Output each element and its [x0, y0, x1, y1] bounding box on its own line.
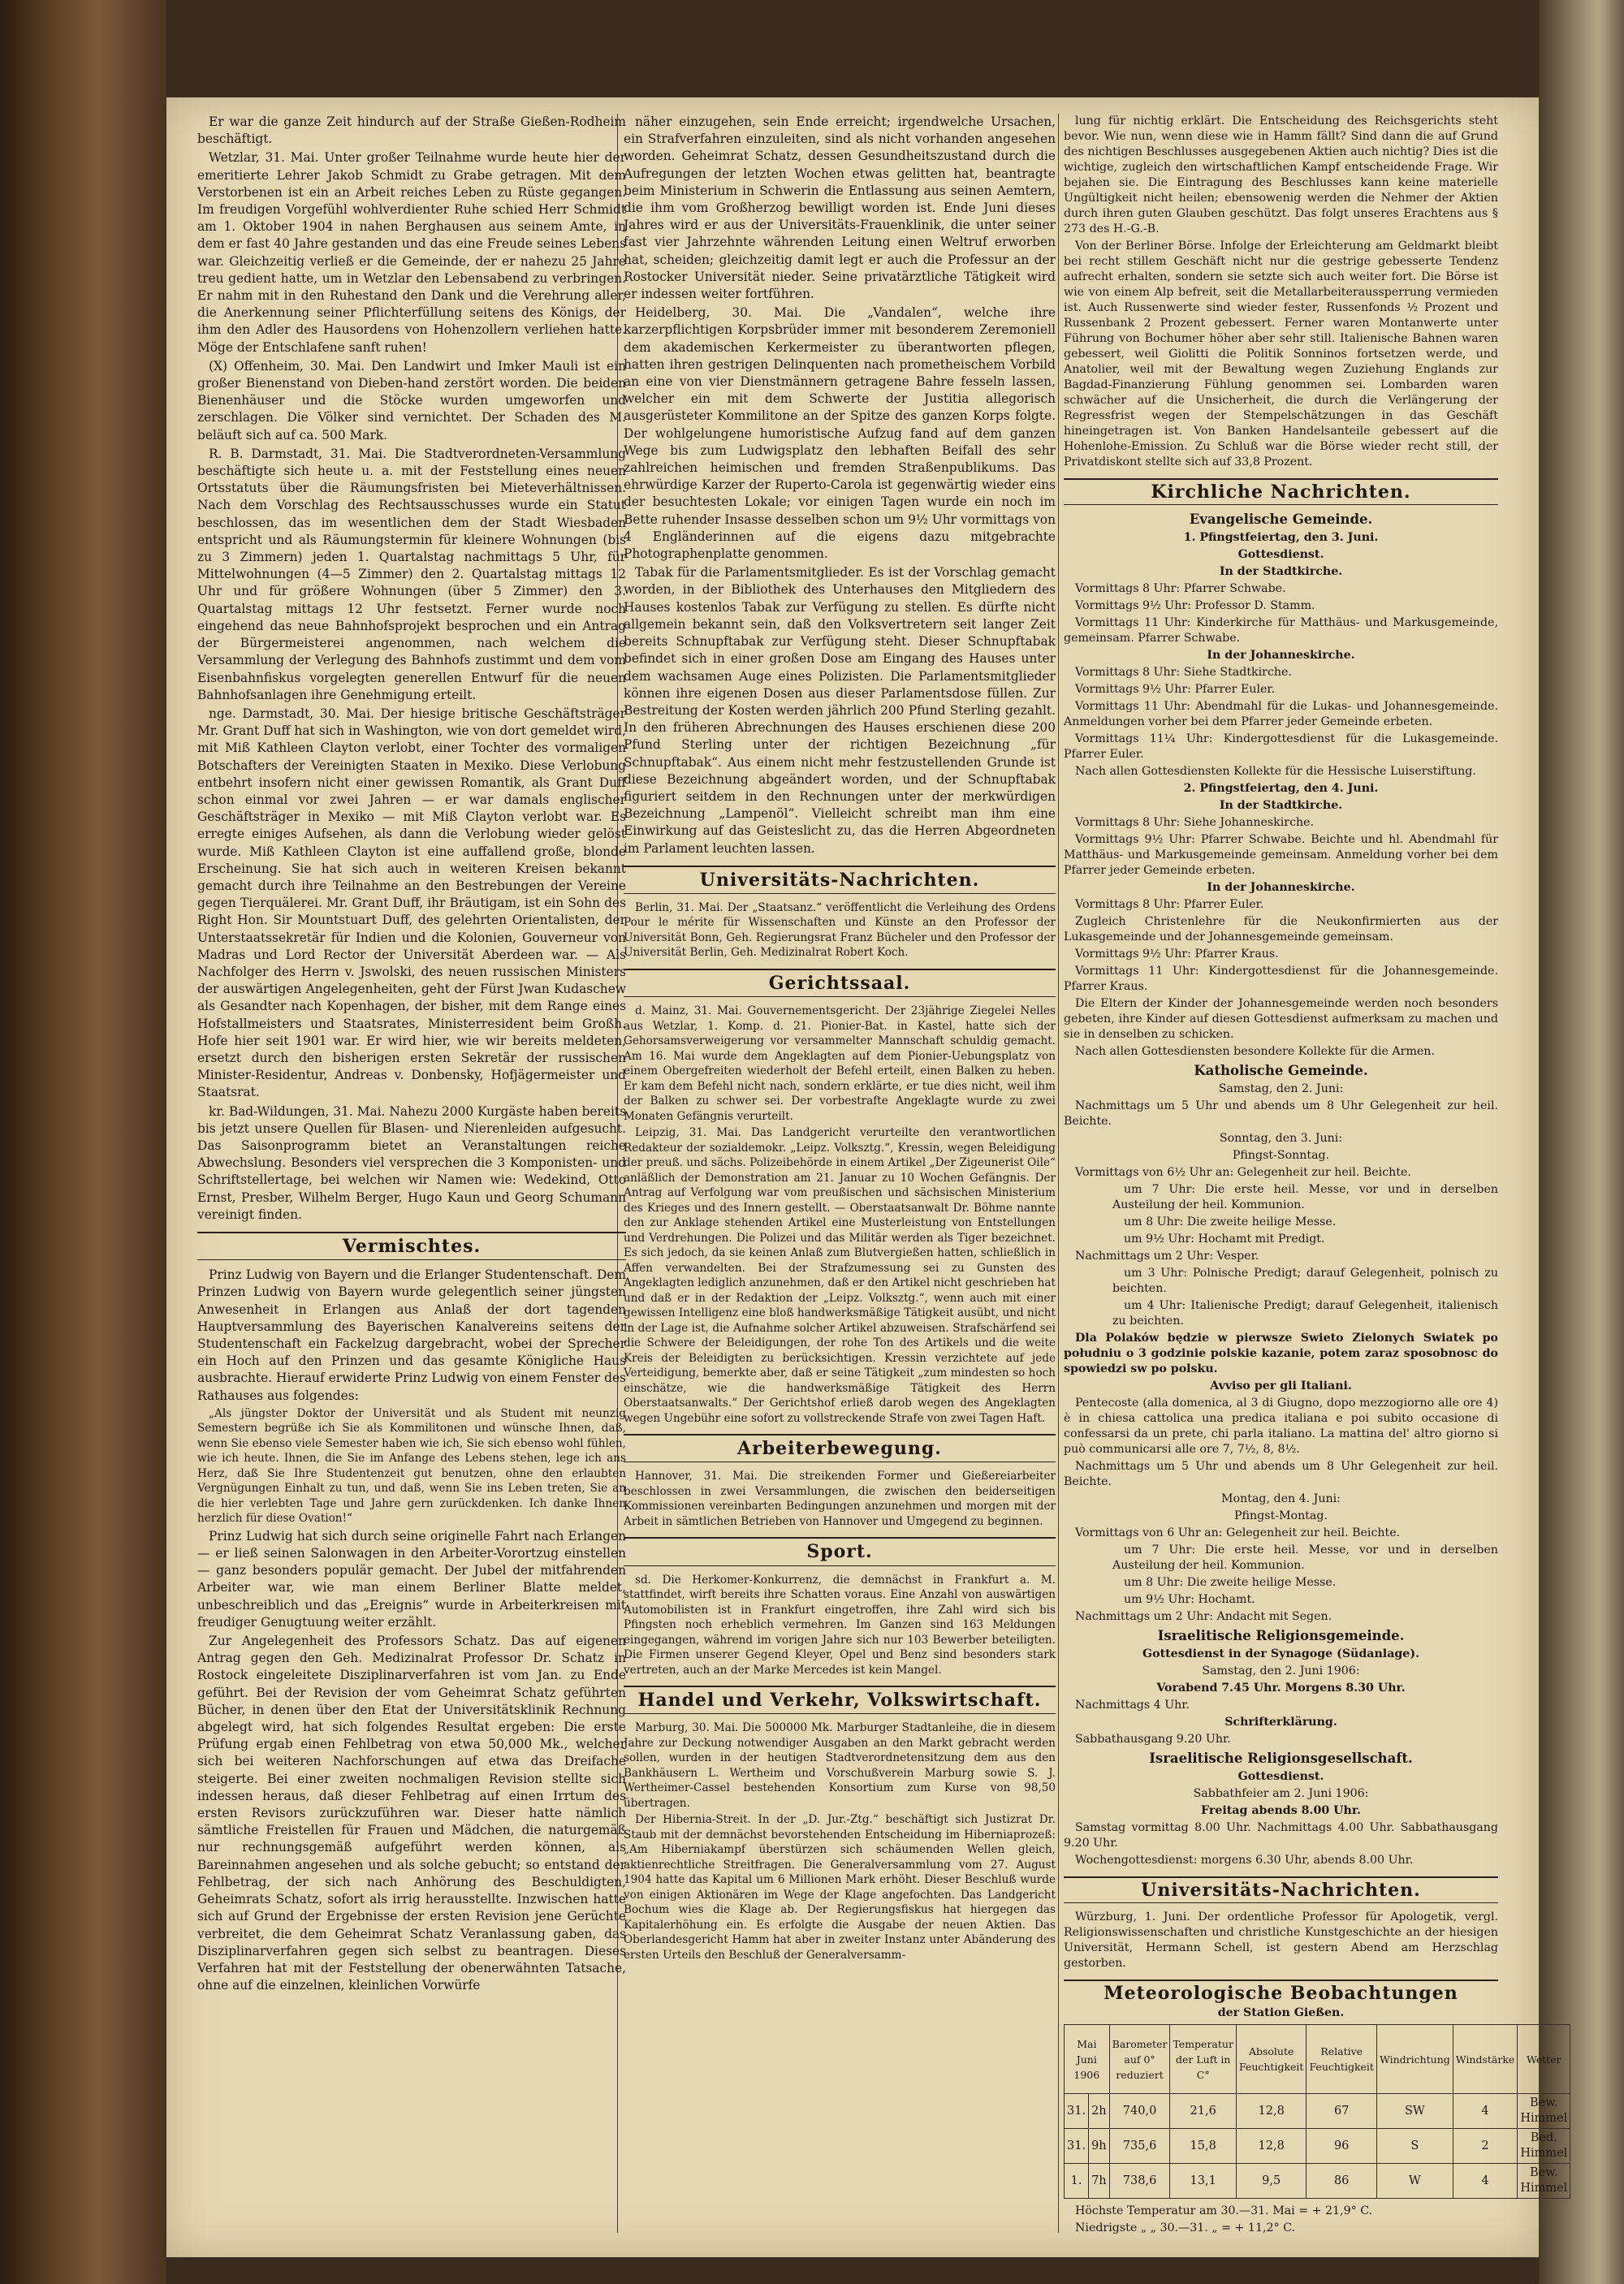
- church-name: In der Stadtkirche.: [1219, 799, 1343, 812]
- table-cell: Bew. Himmel: [1518, 2164, 1570, 2199]
- service-entry: Vormittags 11 Uhr: Kinderkirche für Matthäus- und Markusgemeinde, gemeinsam. Pfarrer Schwabe.: [1064, 616, 1498, 645]
- section-heading: Arbeiterbewegung.: [624, 1434, 1056, 1462]
- column-2: [624, 114, 1056, 2237]
- subheading: Israelitische Religionsgemeinde.: [1157, 1628, 1405, 1643]
- temperature-min: Niedrigste „ „ 30.—31. „ = + 11,2° C.: [1075, 2221, 1295, 2234]
- article-paragraph: Würzburg, 1. Juni. Der ordentliche Professor für Apologetik, vergl. Religionswissenschaften und christliche Kunstgeschichte an der hiesigen Universität, Hermann Schell, ist gestern Abend am Herzschlag gestorben.: [1064, 1911, 1498, 1970]
- service-entry: Schrifterklärung.: [1224, 1716, 1337, 1729]
- article-paragraph: Berlin, 31. Mai. Der „Staatsanz.“ veröffentlicht die Verleihung des Ordens Pour le mérite für Wissenschaften und Künste an den Professor der Universität Bonn, Geh. Regierungsrat Franz Bücheler und den Professor der Universität Berlin, Geh. Medizinalrat Robert Koch.: [624, 900, 1056, 960]
- service-entry: um 8 Uhr: Die zweite heilige Messe.: [1124, 1215, 1337, 1228]
- column-3: [1064, 114, 1568, 2237]
- article-paragraph: lung für nichtig erklärt. Die Entscheidung des Reichsgerichts steht bevor. Wie nun, wenn diese wie in Hamm fällt? Sind dann die auf Grund des nichtigen Beschlusses ausgegebenen Aktien auch nichtig? Dies ist die wichtige, zugleich den wirtschaftlichen Kampf entscheidende Frage. Wir bejahen sie. Die Eintragung des Beschlusses kann keine materielle Ungültigkeit nicht heilen; ebensowenig werden die Nehmer der Aktien durch ihren guten Glauben geschützt. Das folgt unseres Erachtens aus § 273 des H.-G.-B.: [1064, 114, 1498, 235]
- service-entry: Vormittags 9½ Uhr: Pfarrer Euler.: [1075, 683, 1276, 696]
- weather-col-weather: Wetter: [1518, 2025, 1570, 2094]
- section-heading: Kirchliche Nachrichten.: [1064, 478, 1498, 505]
- table-row: [1065, 2129, 1570, 2164]
- column-rule: [1058, 114, 1059, 2233]
- table-cell: 735,6: [1109, 2129, 1170, 2164]
- article-paragraph: Hannover, 31. Mai. Die streikenden Former und Gießereiarbeiter beschlossen in zwei Versammlungen, die zwischen den beiderseitigen Kommissionen vereinbarten Bedingungen anzunehmen und morgen mit der Arbeit in sämtlichen Betrieben von Hannover und Umgegend zu beginnen.: [624, 1470, 1056, 1528]
- service-entry: Nachmittags 4 Uhr.: [1075, 1699, 1190, 1712]
- date-line: 2. Pfingstfeiertag, den 4. Juni.: [1183, 782, 1379, 795]
- table-cell: 86: [1307, 2164, 1377, 2199]
- table-cell: Bed. Himmel: [1518, 2129, 1570, 2164]
- subheading: Katholische Gemeinde.: [1194, 1063, 1368, 1078]
- subheading: der Station Gießen.: [1217, 2006, 1345, 2019]
- section-heading: Vermischtes.: [197, 1232, 626, 1260]
- italian-notice: Pentecoste (alla domenica, al 3 di Giugno, dopo mezzogiorno alle ore 4) è in chiesa cattolica una predica italiana e poi subito occasione di confessarsi da un prete, chi parla italiano. La mattina del' altro giorno si può communicarsi alle ore 7, 7½, 8, 8½.: [1064, 1397, 1498, 1456]
- table-row: [1065, 2094, 1570, 2129]
- section-heading: Gerichtssaal.: [624, 969, 1056, 997]
- article-paragraph: Wetzlar, 31. Mai. Unter großer Teilnahme wurde heute hier der emeritierte Lehrer Jakob Schmidt zu Grabe getragen. Mit dem Verstorbenen ist ein an Arbeit reiches Leben zu Rüste gegangen. Im freudigen Vorgefühl wohlverdienter Ruhe schied Herr Schmidt am 1. Oktober 1904 in nahen Berghausen aus seinem Amte, in dem er fast 40 Jahre gestanden und das eine Freude seines Lebens war. Gleichzeitig verließ er die Gemeinde, der er nahezu 25 Jahre treu gedient hatte, um in Wetzlar den Lebensabend zu verbringen. Er nahm mit in den Ruhestand den Dank und die Verehrung aller, die Anerkennung seiner Pflichterfüllung seitens des Königs, der ihm den Adler des Hausordens von Hohenzollern verliehen hatte. Möge der Entschlafene sanft ruhen!: [197, 150, 626, 355]
- weather-col-wind-direction: Windrichtung: [1376, 2025, 1453, 2094]
- article-paragraph: kr. Bad-Wildungen, 31. Mai. Nahezu 2000 Kurgäste haben bereits bis jetzt unsere Quellen für Blasen- und Nierenleiden aufgesucht. Das Saisonprogramm bietet an Veranstaltungen reiche Abwechslung. Besonders viel versprechen die 3 Komponisten- und Schriftstellertage, bei welchen wir Namen wie: Wedekind, Otto Ernst, Presber, Wilhelm Berger, Hugo Kaun und Georg Schumann vereinigt finden.: [197, 1103, 626, 1222]
- service-entry: Nachmittags um 2 Uhr: Andacht mit Segen.: [1075, 1610, 1332, 1623]
- article-paragraph: Von der Berliner Börse. Infolge der Erleichterung am Geldmarkt bleibt bei recht stillem Geschäft nicht nur die gestrige gebesserte Tendenz aufrecht erhalten, sondern sie setzte sich auch weiter fort. Die Börse ist wie von einem Alp befreit, seit die Metallarbeiteraussperrung vermieden ist. Auch Russenwerte sind wieder fester, Russenfonds ½ Prozent und Russenbank 2 Prozent gebessert. Ferner waren Montanwerte unter Führung von Bochumer höher aber sehr still. Italienische Bahnen waren gebessert, weil Giolitti die Politik Sonninos fortsetzen werde, und Anatolier, weil mit der Bewaltung wegen Zuziehung Englands zur Bagdad-Finanzierung Fühlung genommen sei. Lombarden waren schwächer auf die Unsicherheit, die durch die Verlängerung der Regressfrist wegen der Stempelschätzungen in das Geschäft hineingetragen ist. Von Banken Handelsanteile gebessert auf die Hohenlohe-Emission. Zu Schluß war die Börse wieder recht still, der Privatdiskont stellte sich auf 33,8 Prozent.: [1064, 240, 1498, 468]
- service-entry: um 9½ Uhr: Hochamt mit Predigt.: [1124, 1233, 1325, 1246]
- table-cell: 13,1: [1170, 2164, 1237, 2199]
- article-quote: „Als jüngster Doktor der Universität und als Student mit neunzig Semestern begrüße ich Sie als Kommilitonen und wünsche Ihnen, daß, wenn Sie ebenso viele Semester haben wie ich, Sie sich ebenso wohl fühlen, wie ich heute. Ihnen, die Sie im Anfange des Lebens stehen, lege ich ans Herz, daß Sie Ihre Studentenzeit gut benutzen, ohne den erlaubten Vergnügungen Einhalt zu tun, und daß, wenn Sie ins Leben treten, Sie an die hier verlebten Tage und Jahre gern zurückdenken. Ich danke Ihnen herzlich für diese Ovation!“: [197, 1406, 626, 1526]
- table-row: [1065, 2164, 1570, 2199]
- table-cell: 1.: [1065, 2164, 1089, 2199]
- article-paragraph: d. Mainz, 31. Mai. Gouvernementsgericht. Der 23jährige Ziegelei Nelles aus Wetzlar, 1. Komp. d. 21. Pionier-Bat. in Kastel, hatte sich der Gehorsamsverweigerung vor versammelter Mannschaft schuldig gemacht. Am 16. Mai wurde dem Angeklagten auf dem Pionier-Uebungsplatz von einem Obergefreiten wiederholt der Befehl erteilt, einen Balken zu heben. Er kam dem Befehl nicht nach, sondern erklärte, er tue dies nicht, weil ihm der Balken zu schwer sei. Der vorbestrafte Angeklagte wurde zu zwei Monaten Gefängnis verurteilt.: [624, 1004, 1056, 1123]
- weather-table-header: [1065, 2025, 1570, 2094]
- service-entry: Vormittags 8 Uhr: Pfarrer Schwabe.: [1075, 582, 1286, 595]
- table-cell: 7h: [1089, 2164, 1110, 2199]
- column-1: [197, 114, 626, 2237]
- subheading: Gottesdienst.: [1237, 548, 1324, 561]
- date-line: Pfingst-Montag.: [1234, 1509, 1328, 1522]
- service-entry: Vormittags 9½ Uhr: Professor D. Stamm.: [1075, 599, 1315, 612]
- article-paragraph: (X) Offenheim, 30. Mai. Den Landwirt und Imker Mauli ist ein großer Bienenstand von Dieben-hand zerstört worden. Die beiden Bienenhäuser und die Stöcke wurden umgeworfen und zerschlagen. Die Völker sind vernichtet. Der Schaden des M. beläuft sich auf ca. 500 Mark.: [197, 358, 626, 443]
- section-heading: Universitäts-Nachrichten.: [1064, 1876, 1498, 1903]
- table-cell: 15,8: [1170, 2129, 1237, 2164]
- weather-col-rel-humidity: Relative Feuchtigkeit: [1307, 2025, 1377, 2094]
- date-line: Pfingst-Sonntag.: [1232, 1149, 1330, 1162]
- service-entry: Die Eltern der Kinder der Johannesgemeinde werden noch besonders gebeten, ihre Kinder auf diesen Gottesdienst aufmerksam zu machen und sie in denselben zu schicken.: [1064, 997, 1498, 1041]
- service-entry: Wochengottesdienst: morgens 6.30 Uhr, abends 8.00 Uhr.: [1075, 1854, 1414, 1867]
- article-paragraph: Der Hibernia-Streit. In der „D. Jur.-Ztg.“ beschäftigt sich Justizrat Dr. Staub mit der demnächst bevorstehenden Entscheidung im Hiberniaprozeß: „Am Hiberniakampf überstürzen sich schäumenden Wellen gleich, aktienrechtliche Streitfragen. Die Generalversammlung vom 27. August 1904 hatte das Kapital um 6 Millionen Mark erhöht. Dieser Beschluß wurde von einigen Aktionären im Wege der Klage angefochten. Das Landgericht Bochum wies die Klage ab. Der Regierungsfiskus hat hiergegen das Kapitalerhöhung ein. Es erfolgte die Ausgabe der neuen Aktien. Das Oberlandesgericht Hamm hat aber in zweiter Instanz unter Abänderung des ersten Urteils den Beschluß der Generalversamm-: [624, 1813, 1056, 1962]
- article-paragraph: Prinz Ludwig hat sich durch seine originelle Fahrt nach Erlangen — er ließ seinen Salonwagen in den Arbeiter-Vorortzug einstellen — ganz besonders populär gemacht. Der Jubel der mitfahrenden Arbeiter war, wie man einem Berliner Blatte meldet, unbeschreiblich und das „Ereignis“ wurde in Arbeiterkreisen mit freudiger Genugtuung weiter erzählt.: [197, 1528, 626, 1630]
- book-binding: [0, 0, 166, 2284]
- adjacent-page-edge: [1539, 0, 1624, 2284]
- article-paragraph: Marburg, 30. Mai. Die 500000 Mk. Marburger Stadtanleihe, die in diesem Jahre zur Deckung notwendiger Ausgaben an den Markt gebracht werden sollen, wurden in der heutigen Stadtverordnetensitzung dem aus den Bankhäusern L. Wertheim und Vorschußverein Marburg sowie S. J. Wertheimer-Cassel bestehenden Konsortium zum Kurse von 98,50 übertragen.: [624, 1721, 1056, 1810]
- table-cell: 4: [1453, 2094, 1518, 2129]
- temperature-max: Höchste Temperatur am 30.—31. Mai = + 21,9° C.: [1075, 2204, 1373, 2217]
- article-paragraph: sd. Die Herkomer-Konkurrenz, die demnächst in Frankfurt a. M. stattfindet, wirft bereits ihre Schatten voraus. Eine Anzahl von auswärtigen Automobilisten ist in Frankfurt eingetroffen, ihre Zahl wird sich bis Pfingsten noch erheblich vermehren. Im Ganzen sind 163 Meldungen eingegangen, während im vorigen Jahre sich nur 103 Bewerber beteiligten. Die Firmen unserer Gegend Kleyer, Opel und Benz sind besonders stark vertreten, auch an der Marke Mercedes ist kein Mangel.: [624, 1573, 1056, 1677]
- service-entry: um 3 Uhr: Polnische Predigt; darauf Gelegenheit, polnisch zu beichten.: [1112, 1267, 1498, 1295]
- section-heading: Handel und Verkehr, Volkswirtschaft.: [624, 1686, 1056, 1714]
- service-entry: Nach allen Gottesdiensten Kollekte für die Hessische Luiserstiftung.: [1075, 765, 1476, 778]
- weather-col-date: Mai Juni 1906: [1065, 2025, 1110, 2094]
- article-paragraph: Er war die ganze Zeit hindurch auf der Straße Gießen-Rodheim beschäftigt.: [197, 114, 626, 147]
- table-cell: 9h: [1089, 2129, 1110, 2164]
- table-cell: 96: [1307, 2129, 1377, 2164]
- article-paragraph: Tabak für die Parlamentsmitglieder. Es ist der Vorschlag gemacht worden, in der Bibliothek des Unterhauses den Mitgliedern des Hauses kostenlos Tabak zur Verfügung zu stellen. Es dürfte nicht allgemein bekannt sein, daß den Volksvertretern seit langer Zeit bereits Schnupftabak zur Verfügung steht. Dieser Schnupftabak befindet sich in einer großen Dose am Eingang des Hauses unter dem wachsamen Auge eines Polizisten. Die Parlamentsmitglieder können ihre eigenen Dosen aus dieser Parlamentsdose füllen. Zur Bestreitung der Kosten werden jährlich 200 Pfund Sterling gezahlt. In den früheren Abrechnungen des Hauses erschienen diese 200 Pfund Sterling unter der richtigen Bezeichnung „für Schnupftabak“. Aus einem nicht mehr festzustellenden Grunde ist diese Bezeichnung abgeändert worden, und der Schnupftabak figuriert seitdem in den Rechnungen unter der merkwürdigen Bezeichnung „Lampenöl“. Vielleicht schreibt man ihm eine Einwirkung auf das Geisteslicht zu, das die Herren Abgeordneten im Parlament leuchten lassen.: [624, 565, 1056, 856]
- table-cell: 31.: [1065, 2129, 1089, 2164]
- service-entry: Vormittags 11¼ Uhr: Kindergottesdienst für die Lukasgemeinde. Pfarrer Euler.: [1064, 732, 1498, 761]
- date-line: Sonntag, den 3. Juni:: [1219, 1132, 1343, 1145]
- table-cell: 2h: [1089, 2094, 1110, 2129]
- service-entry: Samstag vormittag 8.00 Uhr. Nachmittags 4.00 Uhr. Sabbathausgang 9.20 Uhr.: [1064, 1821, 1498, 1850]
- subheading: Israelitische Religionsgesellschaft.: [1149, 1751, 1413, 1766]
- table-cell: 4: [1453, 2164, 1518, 2199]
- date-line: Samstag, den 2. Juni:: [1218, 1082, 1344, 1095]
- service-entry: Nachmittags um 5 Uhr und abends um 8 Uhr Gelegenheit zur heil. Beichte.: [1064, 1460, 1498, 1488]
- service-entry: um 8 Uhr: Die zweite heilige Messe.: [1124, 1576, 1337, 1589]
- article-paragraph: Prinz Ludwig von Bayern und die Erlanger Studentenschaft. Dem Prinzen Ludwig von Bayern wurde gelegentlich seiner jüngsten Anwesenheit in Erlangen aus Anlaß der dort tagenden Hauptversammlung des Bayerischen Kanalvereins seitens der Studentenschaft ein Fackelzug dargebracht, wobei der Sprecher ein Hoch auf den Prinzen und das gesamte Königliche Haus ausbrachte. Hierauf erwiderte Prinz Ludwig von einem Fenster des Rathauses aus folgendes:: [197, 1267, 626, 1403]
- date-line: Samstag, den 2. Juni 1906:: [1202, 1664, 1360, 1677]
- service-entry: Gottesdienst in der Synagoge (Südanlage).: [1142, 1647, 1419, 1660]
- section-heading: Universitäts-Nachrichten.: [624, 866, 1056, 894]
- table-cell: 21,6: [1170, 2094, 1237, 2129]
- service-entry: Nachmittags um 5 Uhr und abends um 8 Uhr Gelegenheit zur heil. Beichte.: [1064, 1099, 1498, 1128]
- church-name: In der Stadtkirche.: [1219, 565, 1343, 578]
- service-entry: Gottesdienst.: [1237, 1770, 1324, 1783]
- service-entry: Vormittags von 6½ Uhr an: Gelegenheit zur heil. Beichte.: [1075, 1166, 1411, 1179]
- section-heading: Sport.: [624, 1537, 1056, 1565]
- service-entry: Vormittags 9½ Uhr: Pfarrer Kraus.: [1075, 948, 1279, 961]
- article-paragraph: nge. Darmstadt, 30. Mai. Der hiesige britische Geschäftsträger Mr. Grant Duff hat sich in Washington, wie von dort gemeldet wird, mit Miß Kathleen Clayton verlobt, einer Tochter des vormaligen Botschafters der Vereinigten Staaten in Mexiko. Diese Verlobung entbehrt insofern nicht einer gewissen Romantik, als Grant Duff schon einmal vor zwei Jahren — er war damals englischer Geschäftsträger in Mexiko — mit Miß Clayton verlobt war. Es erregte einiges Aufsehen, als dann die Verlobung wieder gelöst wurde. Miß Kathleen Clayton ist eine auffallend große, blonde Erscheinung. Sie hat sich auch in weiteren Kreisen bekannt gemacht durch ihre Teilnahme an den Bestrebungen der Vereine gegen Tierquälerei. Mr. Grant Duff, ihr Bräutigam, ist ein Sohn des Right Hon. Sir Mountstuart Duff, des gelehrten Orientalisten, der Unterstaatssekretär für Indien und die Kolonien, Gouverneur von Madras und Lord Rector der Universität Aberdeen war. — Als Nachfolger des Herrn v. Jswolski, des neuen russischen Ministers der auswärtigen Angelegenheiten, geht der Fürst Jwan Kudaschew als Gesandter nach Kopenhagen, der bisher, mit dem Range eines Hofstallmeisters und Staatsrates, Ministerresident beim Großh. Hofe hier seit 1901 war. Er wird hier, wie wir bereits meldeten, ersetzt durch den bisherigen ersten Sekretär der russischen Minister-Residentur, Andreas v. Donbensky, Hofjägermeister und Staatsrat.: [197, 706, 626, 1100]
- table-cell: 2: [1453, 2129, 1518, 2164]
- polish-notice: Dla Polaków będzie w pierwsze Swieto Zielonych Swiatek po południu o 3 godzinie polskie kazanie, potem zaraz sposobnosc do spowiedzi sw po polsku.: [1064, 1332, 1498, 1375]
- table-cell: 12,8: [1236, 2129, 1307, 2164]
- service-entry: Vormittags 11 Uhr: Abendmahl für die Lukas- und Johannesgemeinde. Anmeldungen vorher bei dem Pfarrer jeder Gemeinde erbeten.: [1064, 700, 1498, 728]
- table-cell: W: [1376, 2164, 1453, 2199]
- table-cell: 67: [1307, 2094, 1377, 2129]
- date-line: Sabbathfeier am 2. Juni 1906:: [1193, 1787, 1369, 1800]
- service-entry: Sabbathausgang 9.20 Uhr.: [1075, 1733, 1231, 1746]
- service-entry: Vormittags 8 Uhr: Siehe Stadtkirche.: [1075, 666, 1292, 679]
- weather-col-wind-strength: Windstärke: [1453, 2025, 1518, 2094]
- weather-col-temperature: Temperatur der Luft in C°: [1170, 2025, 1237, 2094]
- table-cell: 12,8: [1236, 2094, 1307, 2129]
- service-entry: Vormittags 9½ Uhr: Pfarrer Schwabe. Beichte und hl. Abendmahl für Matthäus- und Markusgemeinde gemeinsam. Anmeldung vorher bei dem Pfarrer jeder Gemeinde erbeten.: [1064, 833, 1498, 877]
- service-entry: Vorabend 7.45 Uhr. Morgens 8.30 Uhr.: [1156, 1682, 1406, 1695]
- service-entry: um 7 Uhr: Die erste heil. Messe, vor und in derselben Austeilung der heil. Kommunion.: [1112, 1183, 1498, 1211]
- table-cell: 9,5: [1236, 2164, 1307, 2199]
- service-entry: um 4 Uhr: Italienische Predigt; darauf Gelegenheit, italienisch zu beichten.: [1112, 1299, 1498, 1328]
- service-entry: um 7 Uhr: Die erste heil. Messe, vor und in derselben Austeilung der heil. Kommunion.: [1112, 1544, 1498, 1572]
- table-cell: S: [1376, 2129, 1453, 2164]
- italian-notice-title: Avviso per gli Italiani.: [1210, 1379, 1352, 1392]
- weather-col-barometer: Barometer auf 0° reduziert: [1109, 2025, 1170, 2094]
- service-entry: Zugleich Christenlehre für die Neukonfirmierten aus der Lukasgemeinde und der Johannesgemeinde gemeinsam.: [1064, 915, 1498, 943]
- subheading: Evangelische Gemeinde.: [1189, 512, 1373, 527]
- article-paragraph: R. B. Darmstadt, 31. Mai. Die Stadtverordneten-Versammlung beschäftigte sich heute u. a. mit der Feststellung eines neuen Ortsstatuts über die Räumungsfristen bei Mieteverhältnissen. Nach dem Vorschlag des Rechtsausschusses wurde ein Statut beschlossen, das im wesentlichen dem der Stadt Wiesbaden entspricht und als Räumungstermin für kleinere Wohnungen (bis zu 3 Zimmern) jeden 1. Quartalstag nachmittags 5 Uhr, für Mittelwohnungen (4—5 Zimmer) den 2. Quartalstag mittags 12 Uhr und für größere Wohnungen (über 5 Zimmer) den 3. Quartalstag mittags 12 Uhr festsetzt. Ferner wurde noch eingehend das neue Bahnhofsprojekt besprochen und ein Antrag der Bürgermeisterei angenommen, nach welchem die Versammlung der Verlegung des Bahnhofs zustimmt und dem vom Eisenbahnfiskus vorgelegten generellen Entwurf für die neuen Bahnhofsanlagen ihre Genehmigung erteilt.: [197, 446, 626, 702]
- service-entry: um 9½ Uhr: Hochamt.: [1124, 1593, 1255, 1606]
- service-entry: Vormittags von 6 Uhr an: Gelegenheit zur heil. Beichte.: [1075, 1526, 1401, 1539]
- weather-col-abs-humidity: Absolute Feuchtigkeit: [1236, 2025, 1307, 2094]
- service-entry: Nach allen Gottesdiensten besondere Kollekte für die Armen.: [1075, 1045, 1435, 1058]
- service-entry: Nachmittags um 2 Uhr: Vesper.: [1075, 1250, 1259, 1263]
- service-entry: Vormittags 8 Uhr: Siehe Johanneskirche.: [1075, 816, 1315, 829]
- table-cell: 738,6: [1109, 2164, 1170, 2199]
- article-paragraph: Zur Angelegenheit des Professors Schatz. Das auf eigenen Antrag gegen den Geh. Medizinalrat Professor Dr. Schatz in Rostock eingeleitete Disziplinarverfahren ist vom Jan. zu Ende geführt. Bei der Revision der vom Geheimrat Schatz geführten Bücher, in denen über den Etat der Universitätsklinik Rechnung abgelegt wird, hat sich folgendes Resultat ergeben: Die erste Prüfung ergab einen Fehlbetrag von etwa 50,000 Mk., welcher sich bei weiteren Nachforschungen auf etwa das Dreifache steigerte. Bei einer zweiten nochmaligen Revision stellte sich indessen heraus, daß dieser Fehlbetrag auf einen Irrtum des ersten Revisors zurückzuführen war. Dieser hatte nämlich sämtliche Freistellen für Frauen und Mädchen, die naturgemäß nur rechnungsgemäß aufgeführt werden können, als Bareinnahmen angesehen und als solche gebucht; so entstand der Fehlbetrag, der sich nach Anhörung des Beschuldigten, Geheimrats Schatz, sofort als irrig herausstellte. Inzwischen hatte sich auf Grund der Ergebnisse der ersten Revision jene Gerüchte verbreitet, die dem Geheimrat Schatz Veranlassung gaben, das Disziplinarverfahren gegen sich selbst zu beantragen. Dieses Verfahren hat mit der Feststellung der obenerwähnten Tatsache, ohne auf die einzelnen, kleinlichen Vorwürfe: [197, 1634, 626, 1993]
- service-entry: Vormittags 11 Uhr: Kindergottesdienst für die Johannesgemeinde. Pfarrer Kraus.: [1064, 965, 1498, 993]
- article-paragraph: Leipzig, 31. Mai. Das Landgericht verurteilte den verantwortlichen Redakteur der sozialdemokr. „Leipz. Volksztg.“, Kressin, wegen Beleidigung der preuß. und sächs. Polizeibehörde in einem Artikel „Der Zigeunerist Oile“ anläßlich der Demonstration am 21. Januar zu 10 Wochen Gefängnis. Der Antrag auf Verfolgung war vom preußischen und sächsischen Ministerium des Krieges und des Innern gestellt. — Oberstaatsanwalt Dr. Böhme nannte den zur Anklage stehenden Artikel eine Musterleistung von Entstellungen und Verdrehungen. Die Polizei und das Militär werden als Tiger bezeichnet. Es sich jedoch, da sie keinen Anlaß zum Blutvergießen hatten, schließlich in Affen verwandelten. Bei der Strafzumessung sei zu Gunsten des Angeklagten lediglich anzunehmen, daß er den Artikel nicht geschrieben hat und daß er in der Redaktion der „Leipz. Volksztg.“, wenn auch mit einer gewissen Intelligenz eine bloß handwerksmäßige Tätigkeit ausübt, und nicht in der Lage ist, die Aufnahme solcher Artikel abzuweisen. Strafschärfend sei die Schwere der Beleidigungen, der rohe Ton des Artikels und die weite Kreis der Beleidigten zu berücksichtigen. Kressin verzichtete auf jede Verteidigung, bemerkte aber, daß er seine Tätigkeit „zum mindesten so hoch einschätze, wie die handwerksmäßige Tätigkeit des Herrn Oberstaatsanwalts.“ Der Gerichtshof erließ darob wegen des Angeklagten wegen Ungebühr eine sofort zu vollstreckende Strafe von zwei Tagen Haft.: [624, 1126, 1056, 1425]
- service-entry: Freitag abends 8.00 Uhr.: [1201, 1804, 1361, 1817]
- article-paragraph: Heidelberg, 30. Mai. Die „Vandalen“, welche ihre karzerpflichtigen Korpsbrüder immer mit besonderem Zeremoniell dem akademischen Kerkermeister zu überantworten pflegen, hatten ihren gestrigen Delinquenten nach prometheischem Vorbild an eine von vier Dienstmännern getragene Bahre fesseln lassen, welcher ein mit dem Schwerte der Justitia allegorisch ausgerüsteter Kommilitone an der Spitze des ganzen Korps folgte. Der wohlgelungene humoristische Aufzug fand auf dem ganzen Wege bis zum Ludwigsplatz den lebhaften Beifall des sehr zahlreichen heimischen und fremden Straßenpublikums. Das ehrwürdige Karzer der Ruperto-Carola ist gegenwärtig wieder eins der besuchtesten Lokale; vor einigen Tagen wurde ein noch im Bette ruhender Insasse desselben schon um 9½ Uhr vormittags von 4 Engländerinnen auf die eigens dazu mitgebrachte Photographenplatte genommen.: [624, 305, 1056, 562]
- table-cell: SW: [1376, 2094, 1453, 2129]
- article-paragraph: näher einzugehen, sein Ende erreicht; irgendwelche Ursachen, ein Strafverfahren einzuleiten, sind als nicht vorhanden angesehen worden. Geheimrat Schatz, dessen Gesundheitszustand durch die Aufregungen der letzten Wochen etwas gelitten hat, beantragte beim Ministerium in Schwerin die Entlassung aus seinen Aemtern, die ihm vom Großherzog bewilligt worden ist. Ende Juni dieses Jahres wird er aus der Universitäts-Frauenklinik, die unter seiner fast vier Jahrzehnte währenden Leitung einen Weltruf erworben hat, scheiden; gleichzeitig damit legt er auch die Professur an der Rostocker Universität nieder. Seine privatärztliche Tätigkeit wird er indessen weiter fortführen.: [624, 114, 1056, 302]
- weather-table: [1064, 2024, 1570, 2199]
- table-cell: 31.: [1065, 2094, 1089, 2129]
- date-line: Montag, den 4. Juni:: [1221, 1492, 1341, 1505]
- date-line: 1. Pfingstfeiertag, den 3. Juni.: [1183, 531, 1379, 544]
- church-name: In der Johanneskirche.: [1207, 881, 1355, 894]
- table-cell: Bew. Himmel: [1518, 2094, 1570, 2129]
- service-entry: Vormittags 8 Uhr: Pfarrer Euler.: [1075, 898, 1264, 911]
- church-name: In der Johanneskirche.: [1207, 649, 1355, 662]
- section-heading: Meteorologische Beobachtungen: [1064, 1980, 1498, 2006]
- table-cell: 740,0: [1109, 2094, 1170, 2129]
